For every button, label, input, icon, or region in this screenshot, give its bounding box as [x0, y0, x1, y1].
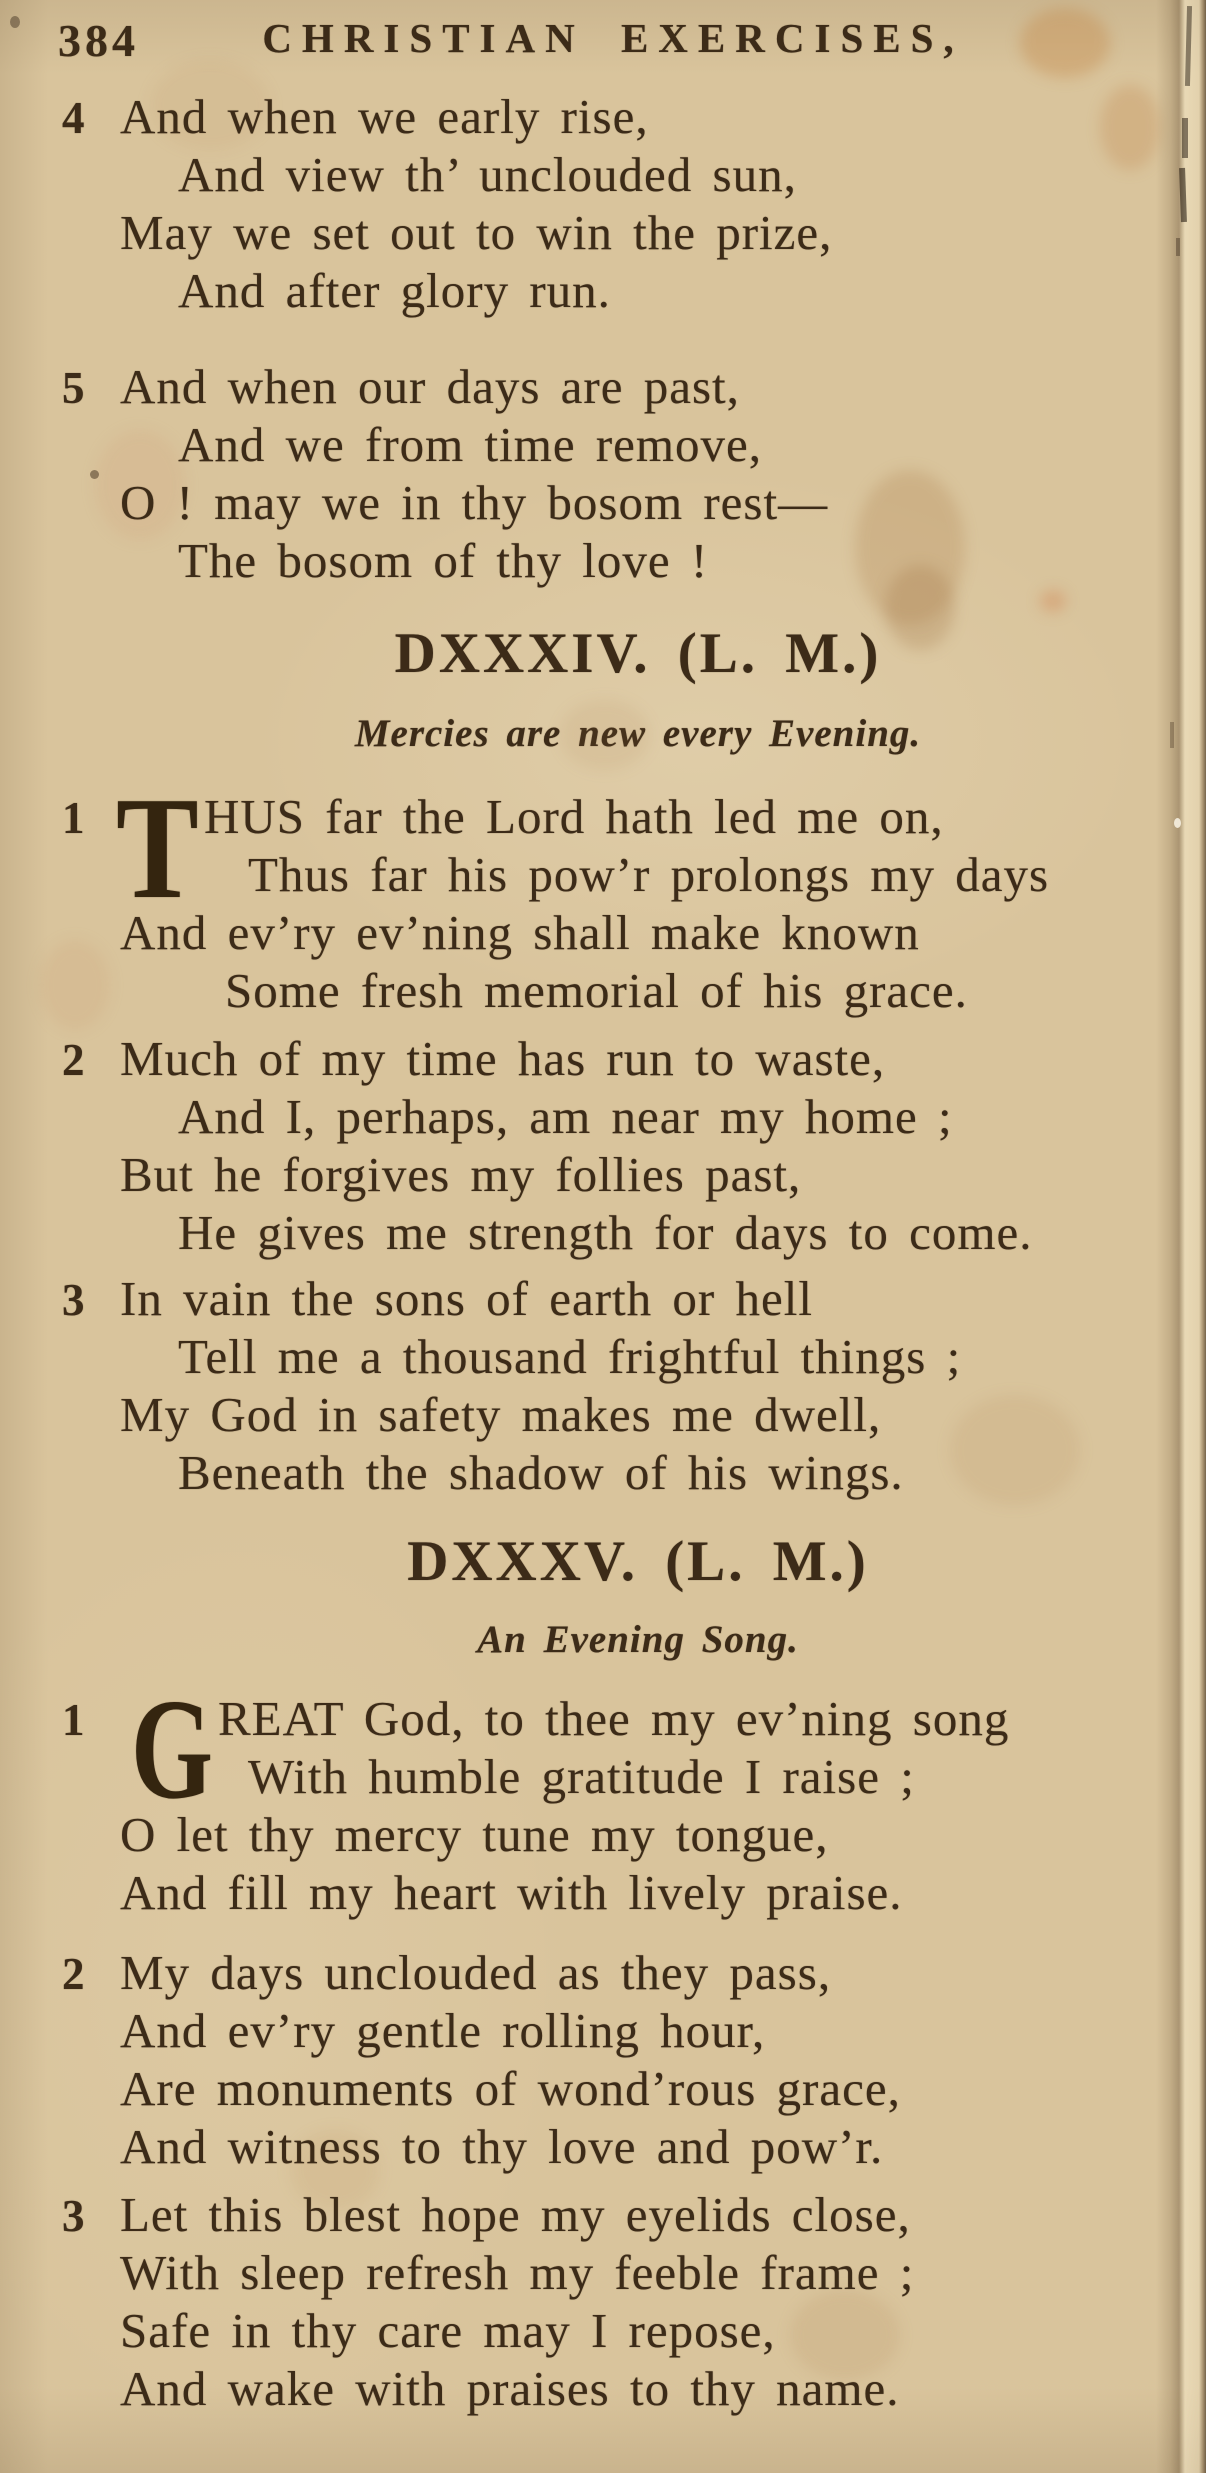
verse-line: Safe in thy care may I repose,: [120, 2303, 776, 2358]
verse-line: My days unclouded as they pass,: [120, 1945, 832, 2000]
verse: [0, 1669, 1206, 1922]
verse-line: With sleep refresh my feeble frame ;: [120, 2245, 915, 2300]
verse-number: 2: [62, 1035, 85, 1085]
verse-line: Let this blest hope my eyelids close,: [120, 2187, 911, 2242]
verse-line: Much of my time has run to waste,: [120, 1031, 886, 1086]
verse-line: And ev’ry ev’ning shall make known: [120, 905, 920, 960]
verse-line: And I, perhaps, am near my home ;: [178, 1089, 953, 1144]
verse: [0, 88, 1206, 320]
verse-number: 3: [62, 2191, 85, 2241]
verse-line: With humble gratitude I raise ;: [248, 1749, 915, 1804]
running-header: [0, 0, 1206, 76]
verse-line: And wake with praises to thy name.: [120, 2361, 900, 2416]
verse-line: Beneath the shadow of his wings.: [178, 1445, 904, 1500]
verse-line: And witness to thy love and pow’r.: [120, 2119, 884, 2174]
hymn-subtitle: Mercies are new every Evening.: [354, 712, 922, 755]
verse-line: And ev’ry gentle rolling hour,: [120, 2003, 766, 2058]
hymn-heading: DXXXIV. (L. M.): [394, 622, 882, 685]
hymn-subtitle: An Evening Song.: [477, 1618, 799, 1661]
verse-line: In vain the sons of earth or hell: [120, 1271, 813, 1326]
stain: [560, 700, 650, 770]
verse-number: 2: [62, 1949, 85, 1999]
verse-line: And we from time remove,: [178, 417, 763, 472]
verse-line: He gives me strength for days to come.: [178, 1205, 1033, 1260]
verse-line: Tell me a thousand frightful things ;: [178, 1329, 962, 1384]
page-number: 384: [58, 15, 139, 66]
verse-line: And after glory run.: [178, 263, 611, 318]
verse: [0, 1030, 1206, 1262]
verse: [0, 1944, 1206, 2176]
ink-mark: [1170, 722, 1174, 748]
verse-line: O ! may we in thy bosom rest—: [120, 475, 829, 530]
verse-line: REAT God, to thee my ev’ning song: [218, 1691, 1010, 1746]
verse: [0, 1270, 1206, 1502]
verse-number: 1: [62, 793, 85, 843]
verse-line: And when our days are past,: [120, 359, 740, 414]
verse-number: 3: [62, 1275, 85, 1325]
running-title: CHRISTIAN EXERCISES,: [262, 15, 964, 61]
verse-line: My God in safety makes me dwell,: [120, 1387, 882, 1442]
verse: [0, 2186, 1206, 2418]
verse-line: Some fresh memorial of his grace.: [225, 963, 968, 1018]
verse-line: And fill my heart with lively praise.: [120, 1865, 903, 1920]
hymn-continuation: [0, 88, 1206, 590]
verse-number: 4: [62, 93, 85, 143]
verse-line: HUS far the Lord hath led me on,: [204, 789, 944, 844]
hymn-535: [0, 1524, 1206, 2418]
stain: [1040, 590, 1066, 612]
verse-line: But he forgives my follies past,: [120, 1147, 802, 1202]
verse: [0, 767, 1206, 1020]
verse: [0, 358, 1206, 590]
verse-line: O let thy mercy tune my tongue,: [120, 1807, 829, 1862]
verse-line: May we set out to win the prize,: [120, 205, 833, 260]
drop-cap: G: [131, 1669, 213, 1829]
drop-cap: T: [116, 767, 199, 929]
verse-line: Thus far his pow’r prolongs my days: [248, 847, 1050, 902]
verse-number: 5: [62, 363, 85, 413]
verse-line: The bosom of thy love !: [178, 533, 709, 588]
verse-line: Are monuments of wond’rous grace,: [120, 2061, 901, 2116]
verse-number: 1: [62, 1695, 85, 1745]
verse-line: And view th’ unclouded sun,: [178, 147, 797, 202]
verse-line: And when we early rise,: [120, 89, 649, 144]
hymn-heading: DXXXV. (L. M.): [407, 1530, 869, 1593]
